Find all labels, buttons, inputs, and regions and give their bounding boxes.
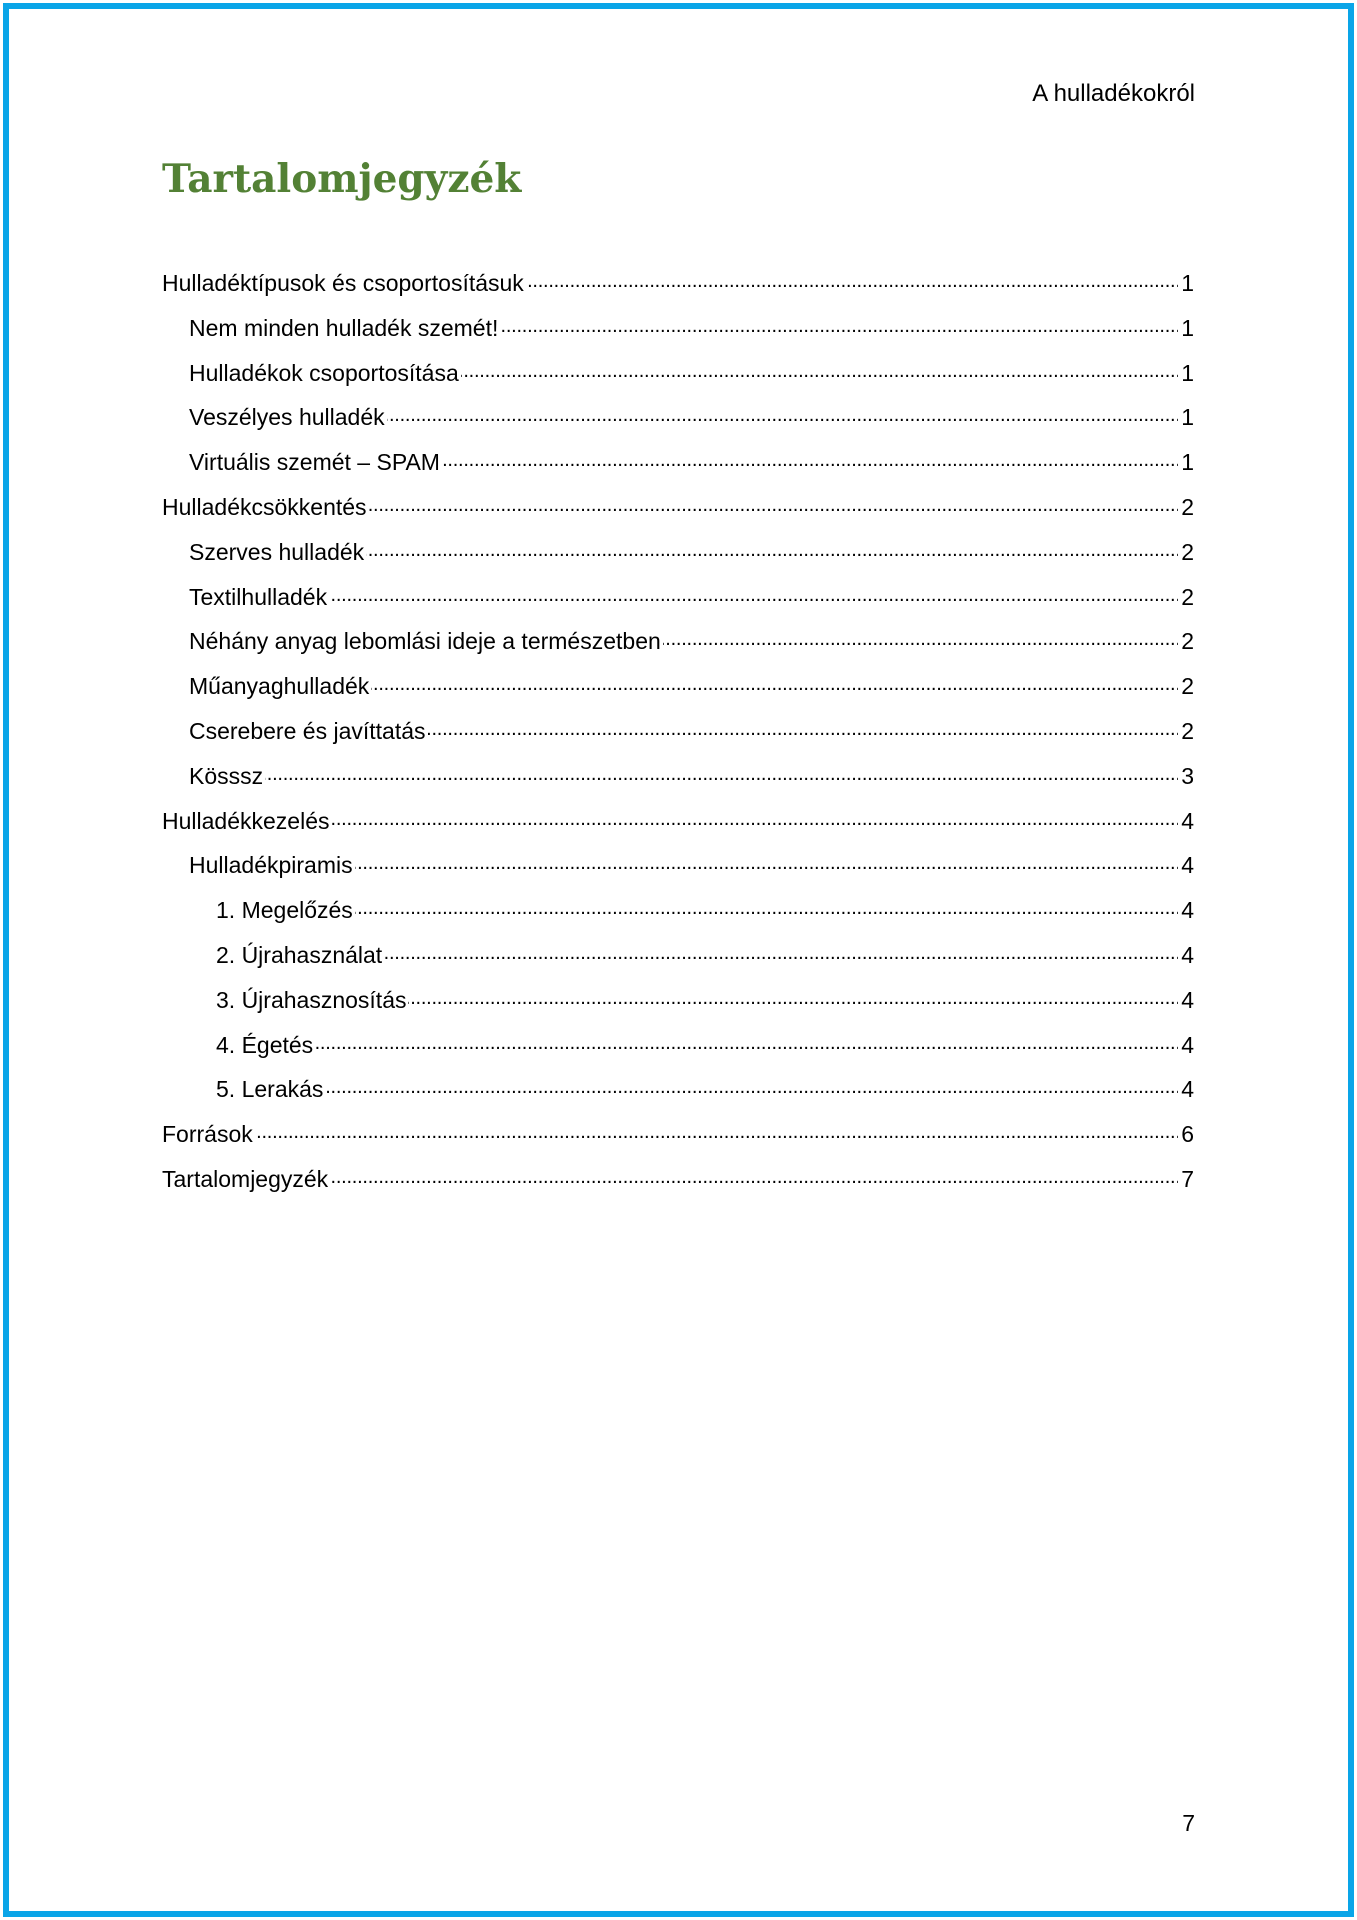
dot-leader — [369, 492, 1178, 515]
toc-entry-label: Néhány anyag lebomlási ideje a természetben — [189, 628, 661, 655]
toc-entry-page: 4 — [1181, 1031, 1194, 1058]
dot-leader — [315, 1030, 1178, 1053]
toc-entry-page: 6 — [1181, 1121, 1194, 1148]
toc-entry[interactable] — [162, 268, 1194, 313]
toc-entry-label: Hulladékkezelés — [162, 807, 330, 834]
dot-leader — [428, 716, 1178, 739]
toc-entry-page: 4 — [1181, 897, 1194, 924]
toc-entry[interactable] — [162, 313, 1194, 358]
toc-entry-label: Virtuális szemét – SPAM — [189, 449, 440, 476]
toc-entry-page: 1 — [1181, 314, 1194, 341]
toc-entry-page: 4 — [1181, 852, 1194, 879]
toc-entry-label: Szerves hulladék — [189, 538, 365, 565]
dot-leader — [329, 582, 1178, 605]
toc-entry-label: Hulladékcsökkentés — [162, 493, 367, 520]
toc-entry[interactable] — [162, 358, 1194, 403]
toc-entry[interactable] — [162, 537, 1194, 582]
dot-leader — [408, 985, 1178, 1008]
toc-entry[interactable] — [162, 716, 1194, 761]
toc-entry[interactable] — [162, 1074, 1194, 1119]
dot-leader — [442, 447, 1178, 470]
toc-entry-page: 4 — [1181, 1076, 1194, 1103]
toc-entry-label: Nem minden hulladék szemét! — [189, 314, 499, 341]
toc-entry[interactable] — [162, 850, 1194, 895]
toc-entry-label: Cserebere és javíttatás — [189, 717, 426, 744]
dot-leader — [461, 358, 1178, 381]
toc-entry-page: 4 — [1181, 807, 1194, 834]
dot-leader — [371, 671, 1178, 694]
toc-entry-page: 1 — [1181, 270, 1194, 296]
toc-entry-page: 2 — [1181, 628, 1194, 655]
dot-leader — [355, 895, 1178, 918]
toc-entry-page: 4 — [1181, 986, 1194, 1013]
toc-entry-label: Források — [162, 1121, 253, 1148]
toc-entry[interactable] — [162, 582, 1194, 627]
dot-leader — [330, 1164, 1178, 1187]
toc-entry-label: Tartalomjegyzék — [162, 1165, 329, 1192]
toc-entry-page: 3 — [1181, 762, 1194, 789]
toc-entry-page: 2 — [1181, 583, 1194, 610]
toc-entry-label: Hulladékpiramis — [189, 852, 353, 879]
dot-leader — [366, 537, 1178, 560]
toc-entry-page: 2 — [1181, 538, 1194, 565]
toc-entry-page: 2 — [1181, 493, 1194, 520]
dot-leader — [255, 1119, 1178, 1142]
toc-title: Tartalomjegyzék — [162, 156, 522, 202]
toc-entry-label: Veszélyes hulladék — [189, 404, 385, 431]
toc-entry-page: 2 — [1181, 673, 1194, 700]
toc-entry[interactable] — [162, 1164, 1194, 1209]
toc-entry-label: 4. Égetés — [216, 1031, 314, 1058]
toc-entry[interactable] — [162, 671, 1194, 716]
toc-entry-label: 5. Lerakás — [216, 1076, 324, 1103]
toc-entry[interactable] — [162, 626, 1194, 671]
toc-entry-label: Hulladéktípusok és csoportosításuk — [162, 270, 524, 296]
toc-entry[interactable] — [162, 895, 1194, 940]
toc-entry-page: 1 — [1181, 449, 1194, 476]
toc-entry-page: 2 — [1181, 717, 1194, 744]
toc-entry-page: 1 — [1181, 404, 1194, 431]
dot-leader — [265, 761, 1178, 784]
dot-leader — [500, 313, 1178, 336]
toc-entry[interactable] — [162, 985, 1194, 1030]
toc-entry[interactable] — [162, 492, 1194, 537]
toc-entry[interactable] — [162, 761, 1194, 806]
toc-list — [162, 268, 1194, 1209]
toc-entry-label: 3. Újrahasznosítás — [216, 986, 407, 1013]
toc-entry[interactable] — [162, 447, 1194, 492]
dot-leader — [663, 626, 1178, 649]
dot-leader — [387, 402, 1178, 425]
toc-entry[interactable] — [162, 940, 1194, 985]
dot-leader — [331, 806, 1178, 829]
dot-leader — [384, 940, 1178, 963]
toc-entry[interactable] — [162, 1030, 1194, 1075]
running-header: A hulladékokról — [1032, 80, 1195, 107]
dot-leader — [526, 268, 1178, 291]
dot-leader — [355, 850, 1178, 873]
toc-entry-label: Kösssz — [189, 762, 264, 789]
toc-entry-label: Hulladékok csoportosítása — [189, 359, 459, 386]
toc-entry-label: Textilhulladék — [189, 583, 328, 610]
dot-leader — [325, 1074, 1178, 1097]
toc-entry[interactable] — [162, 806, 1194, 851]
toc-entry[interactable] — [162, 1119, 1194, 1164]
toc-entry-page: 4 — [1181, 941, 1194, 968]
toc-entry-label: 1. Megelőzés — [216, 897, 353, 924]
toc-entry[interactable] — [162, 402, 1194, 447]
toc-entry-page: 7 — [1181, 1165, 1194, 1192]
toc-entry-label: Műanyaghulladék — [189, 673, 370, 700]
toc-entry-page: 1 — [1181, 359, 1194, 386]
toc-entry-label: 2. Újrahasználat — [216, 941, 383, 968]
page-number: 7 — [1182, 1810, 1195, 1836]
